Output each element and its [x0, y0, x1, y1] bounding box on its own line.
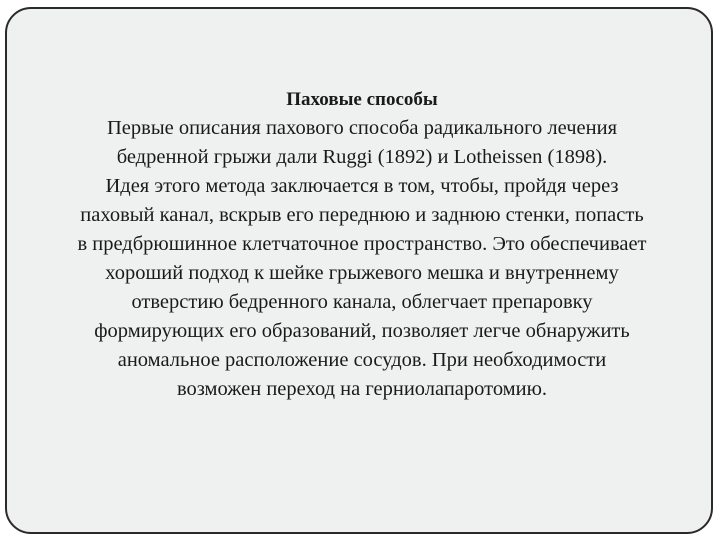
slide-text-block	[77, 85, 647, 404]
slide-title: Паховые способы	[286, 89, 438, 110]
paragraph-history: Первые описания пахового способа радикального лечения бедренной грыжи дали Ruggi (1892) и Lotheissen (1898).	[107, 117, 617, 168]
slide-frame	[5, 7, 713, 534]
paragraph-method: Идея этого метода заключается в том, чтобы, пройдя через паховый канал, вскрыв его переднюю и заднюю стенки, попасть в предбрюшинное клетчаточное пространство. Это обеспечивает хороший подход к шейке грыжевого мешка и внутреннему отверстию бедренного канала, облегчает препаровку формирующих его образований, позволяет легче обнаружить аномальное расположение сосудов. При необходимости возможен переход на герниолапаротомию.	[77, 175, 647, 400]
